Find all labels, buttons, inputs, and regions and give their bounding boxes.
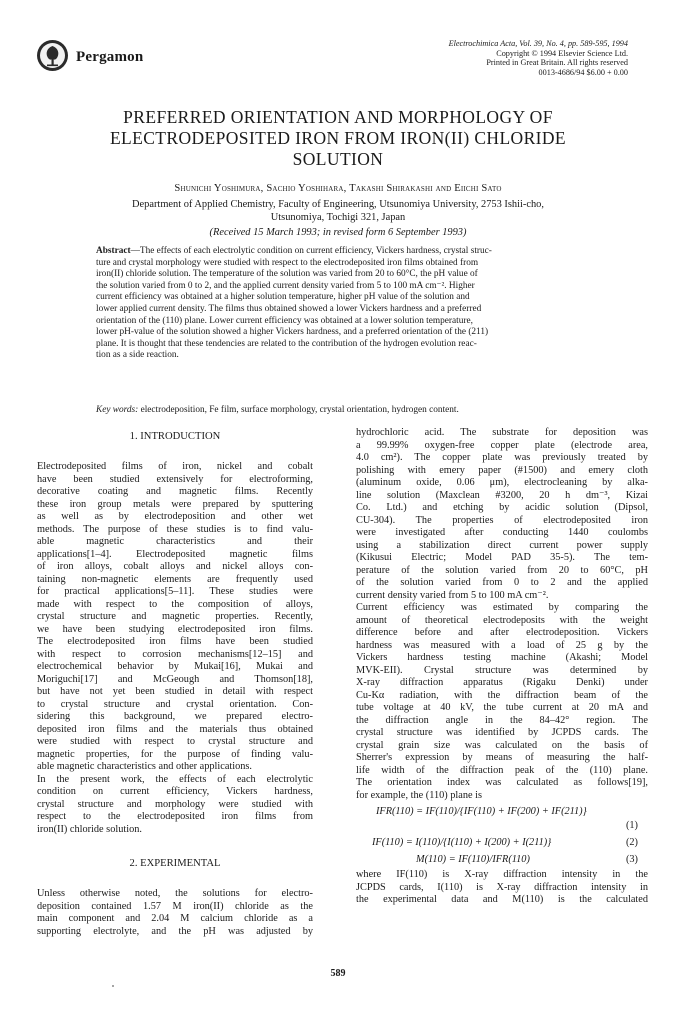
- publisher-name: Pergamon: [76, 49, 144, 65]
- text-line: of iron alloys, cobalt alloys and nickel alloys con-: [37, 561, 313, 572]
- text-line: but have not yet been studied in detail with respect: [37, 686, 313, 697]
- text-line: The orientation index was calculated as follows[19],: [356, 777, 648, 788]
- title-line: ELECTRODEPOSITED IRON FROM IRON(II) CHLORIDE: [109, 128, 567, 148]
- text-line: Vickers hardness testing machine (Akashi; Model: [356, 652, 648, 663]
- text-line: crystal structure and morphology were studied with: [37, 798, 313, 810]
- equation-text: M(110) = IF(110)/IFR(110): [416, 854, 530, 865]
- equation-number: (2): [625, 837, 638, 848]
- abstract-line: tion as a side reaction.: [96, 350, 179, 361]
- text-line: Current efficiency was estimated by comparing the: [356, 602, 648, 613]
- text-line: deposited iron films and the materials thus obtained: [37, 723, 313, 735]
- affiliation: [40, 198, 636, 224]
- affiliation-line: Department of Applied Chemistry, Faculty of Engineering, Utsunomiya University, 2753 Ishii-cho,: [132, 199, 544, 210]
- text-line: as well as by electrodeposition and other wet: [37, 511, 313, 522]
- title-line: SOLUTION: [292, 149, 384, 169]
- text-line: for practical applications[5–11]. These studies were: [37, 586, 313, 597]
- equation-1-number-row: [356, 820, 648, 833]
- text-line: to crystal structure and crystal orientation. Con-: [37, 698, 313, 710]
- text-line: amount of theoretical electrodeposits with the weight: [356, 614, 648, 626]
- abstract-line: ture and crystal morphology were studied with respect to the electrodeposited iron films obtained from: [96, 257, 479, 268]
- section-heading-introduction: 1. INTRODUCTION: [129, 431, 221, 442]
- text-line: applications[1–4]. Electrodeposited magnetic films: [37, 548, 313, 560]
- text-line: the experimental data and M(110) is the calculated: [356, 894, 648, 905]
- introduction-body: [37, 461, 313, 836]
- abstract-line: orientation of the (110) plane. Lower current efficiency was obtained at a lower solution temperature,: [96, 315, 473, 326]
- experimental-body-continued: [356, 427, 648, 802]
- abstract-line: plane. It is thought that these tendencies are related to the contribution of the hydrogen evolution reac-: [96, 338, 477, 349]
- text-line: these iron group metals were prepared by sputtering: [37, 498, 313, 510]
- abstract-label: Abstract: [96, 246, 131, 256]
- left-column: [37, 427, 313, 938]
- text-line: current density varied from 5 to 100 mA cm⁻².: [356, 589, 549, 601]
- text-line: sidering this background, we prepared electro-: [37, 711, 313, 722]
- text-line: for example, the (110) plane is: [356, 789, 482, 801]
- text-line: Unless otherwise noted, the solutions for electro-: [37, 888, 313, 899]
- text-line: a 99.99% oxygen-free copper plate (electrode area,: [356, 439, 648, 451]
- text-line: have been studied extensively for electroforming,: [37, 473, 313, 485]
- paper-title: [40, 107, 636, 170]
- text-line: The electrodeposited iron films have been studied: [37, 636, 313, 647]
- text-line: Cu-Kα radiation, with the diffraction beam of the: [356, 689, 648, 701]
- text-line: supporting electrolyte, and the pH was adjusted by: [37, 925, 313, 937]
- abstract-line: lower pH-value of the solution showed a higher Vickers hardness, and a preferred orientation of the (211): [96, 327, 489, 338]
- text-line: made with respect to the composition of alloys,: [37, 598, 313, 610]
- text-line: JCPDS cards, I(110) is X-ray diffraction intensity in: [356, 881, 648, 893]
- keywords-text: electrodeposition, Fe film, surface morphology, crystal orientation, hydrogen content.: [138, 405, 459, 415]
- abstract-line: current efficiency was obtained at a higher solution temperature, higher pH value of the solution and: [96, 292, 470, 303]
- text-line: the diffraction angle in the 84–42° region. The: [356, 714, 648, 726]
- text-line: magnetic properties, for the purpose of finding valu-: [37, 748, 313, 760]
- text-line: crystal grain size was calculated on the basis of: [356, 739, 648, 751]
- text-line: respect to the electrodeposited iron films from: [37, 811, 313, 822]
- equation-text: IF(110) = I(110)/{I(110) + I(200) + I(211)}: [372, 837, 552, 848]
- text-line: perature of the solution varied from 20 to 60°C, pH: [356, 564, 648, 576]
- text-line: line solution (Maxclean #3200, 20 h dm⁻³, Kizai: [356, 489, 648, 501]
- affiliation-line: Utsunomiya, Tochigi 321, Japan: [270, 212, 406, 223]
- keywords-label: Key words:: [96, 405, 139, 415]
- text-line: were studied with respect to crystal structure and: [37, 736, 313, 747]
- equation-number: (1): [625, 820, 638, 831]
- keywords: [96, 405, 586, 415]
- text-line: CU-304). The properties of electrodeposited iron: [356, 514, 648, 526]
- text-line: electrochemical behavior by Mukai[16], Mukai and: [37, 661, 313, 672]
- equation-3: [356, 854, 648, 867]
- text-line: Sherrer's expression by means of measuring the half-: [356, 752, 648, 763]
- abstract-line: the solution varied from 0 to 2, and the applied current density varied from 5 to 100 mA cm⁻². Higher: [96, 280, 475, 291]
- text-line: (aluminum oxide, 0.06 μm), electrocleaning by alka-: [356, 477, 648, 488]
- text-line: hardness was measured with a load of 25 g by the: [356, 639, 648, 651]
- equation-text: IFR(110) = IF(110)/{IF(110) + IF(200) + IF(211)}: [376, 806, 587, 817]
- text-line: using a stabilization direct current power supply: [356, 539, 648, 551]
- elsevier-tree-logo-icon: [36, 39, 69, 72]
- text-line: crystal structure was identified by JCPDS cards. The: [356, 727, 648, 738]
- text-line: we have been studying electrodeposited iron films.: [37, 623, 313, 635]
- equation-2: [356, 837, 648, 850]
- section-heading-experimental: 2. EXPERIMENTAL: [129, 858, 221, 869]
- text-line: iron(II) chloride solution.: [37, 823, 142, 835]
- text-line: (Kikusui Electric; Model PAD 35-5). The tem-: [356, 552, 648, 563]
- equation-1: [356, 806, 648, 819]
- journal-line: Electrochimica Acta, Vol. 39, No. 4, pp. 589-595, 1994: [448, 39, 628, 48]
- text-line: difference before and after electrodeposition. Vickers: [356, 627, 648, 638]
- abstract-line: lower applied current density. The films thus obtained showed a lower Vickers hardness and a preferred: [96, 303, 482, 314]
- experimental-body-tail: [356, 869, 648, 907]
- journal-line: Printed in Great Britain. All rights reserved: [486, 58, 628, 68]
- text-line: MVK-EII). Crystal structure was determined by: [356, 664, 648, 676]
- text-line: Co. Ltd.) and etching by acidic solution (Dipsol,: [356, 502, 648, 513]
- text-line: Electrodeposited films of iron, nickel and cobalt: [37, 461, 313, 472]
- text-line: were investigated after conducting 1440 coulombs: [356, 527, 648, 538]
- text-line: taining non-magnetic elements are frequently used: [37, 573, 313, 585]
- text-line: In the present work, the effects of each electrolytic: [37, 773, 313, 785]
- text-line: tube voltage at 40 kV, the tube current at 20 mA and: [356, 702, 648, 713]
- page-number: 589: [330, 968, 346, 979]
- text-line: able magnetic characteristics and other applications.: [37, 761, 252, 772]
- authors: Shunichi Yoshimura, Sachio Yoshihara, Takashi Shirakashi and Eiichi Sato: [174, 183, 502, 194]
- right-column: [356, 427, 648, 907]
- journal-citation: [328, 39, 628, 77]
- title-line: PREFERRED ORIENTATION AND MORPHOLOGY OF: [123, 107, 553, 127]
- text-line: decorative coating and magnetic films. Recently: [37, 486, 313, 497]
- received-date: (Received 15 March 1993; in revised form 6 September 1993): [209, 227, 467, 238]
- equation-number: (3): [625, 854, 638, 865]
- text-line: 4.0 cm²). The copper plate was previously treated by: [356, 452, 648, 463]
- experimental-body: [37, 888, 313, 938]
- text-line: condition on current efficiency, Vickers hardness,: [37, 786, 313, 797]
- text-line: main component and 2.04 M calcium chloride as a: [37, 913, 313, 924]
- text-line: methods. The purpose of these studies is to find valu-: [37, 523, 313, 535]
- abstract-line: —The effects of each electrolytic condition on current efficiency, Vickers hardness, crystal struc-: [130, 246, 492, 256]
- text-line: with respect to corrosion mechanisms[12–15] and: [37, 648, 313, 660]
- speck: [112, 985, 114, 987]
- text-line: X-ray diffraction apparatus (Rigaku Denki) under: [356, 677, 648, 688]
- text-line: hydrochloric acid. The substrate for deposition was: [356, 427, 648, 438]
- text-line: life width of the diffraction peak of the (110) plane.: [356, 764, 648, 776]
- abstract: [96, 246, 580, 362]
- text-line: crystal structure and magnetic properties. Recently,: [37, 611, 313, 622]
- text-line: polishing with emery paper (#1500) and emery cloth: [356, 464, 648, 476]
- text-line: where IF(110) is X-ray diffraction intensity in the: [356, 869, 648, 880]
- abstract-line: iron(II) chloride solution. The temperature of the solution was varied from 20 to 60°C, the pH value of: [96, 269, 478, 280]
- text-line: deposition contained 1.57 M iron(II) chloride as the: [37, 900, 313, 912]
- text-line: Moriguchi[17] and McGeough and Thomson[18],: [37, 673, 313, 685]
- journal-line: 0013-4686/94 $6.00 + 0.00: [538, 67, 628, 77]
- text-line: able magnetic characteristics and their: [37, 536, 313, 547]
- journal-line: Copyright © 1994 Elsevier Science Ltd.: [496, 48, 628, 58]
- text-line: of the solution varied from 0 to 2 and the applied: [356, 577, 648, 588]
